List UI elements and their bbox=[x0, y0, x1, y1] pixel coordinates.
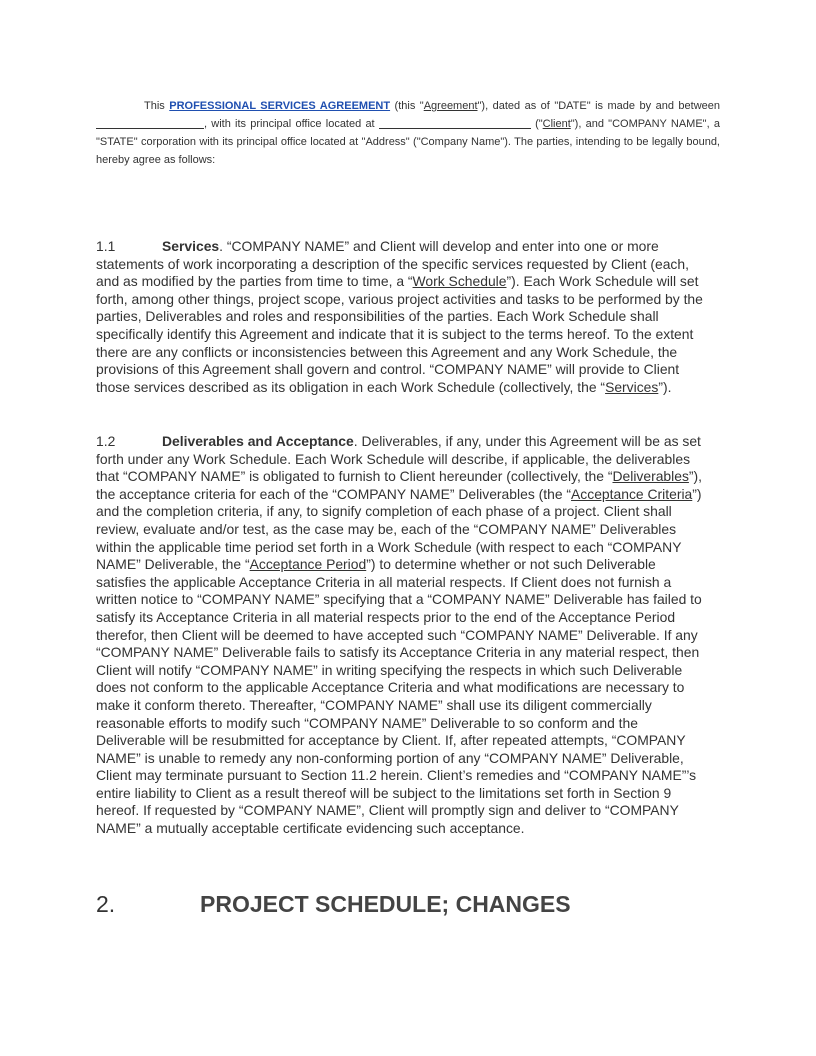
agreement-title-link[interactable]: PROFESSIONAL SERVICES AGREEMENT bbox=[169, 100, 391, 112]
section-text: ”). bbox=[658, 378, 672, 395]
section-number: 1.1 bbox=[96, 238, 116, 254]
party-name-blank bbox=[96, 116, 204, 129]
section-text: ”). Each Work Schedule will set forth, among other things, project scope, various project activities and tasks to be performed by the parties, Deliverables and roles and responsibilities of the parties. Each Work Schedule shall specifically identify this Agreement and indicate that it is subject to the terms hereof. To the extent there are any conflicts or inconsistencies between this Agreement and any Work Schedule, the provisions of this Agreement shall govern and control. “COMPANY NAME” will provide to Client those services described as its obligation in each Work Schedule (collectively, the “ bbox=[96, 273, 703, 395]
section-1-2-deliverables bbox=[96, 433, 708, 838]
client-term: Client bbox=[542, 118, 571, 130]
defined-term-acceptance-period: Acceptance Period bbox=[249, 556, 367, 573]
intro-text-1: (this " bbox=[394, 100, 424, 112]
address-blank bbox=[379, 116, 531, 129]
section-text: . “COMPANY NAME” and Client will develop and enter into one or more statements of work incorporating a description of the specific services requested by Client (each, and as modified by the parties from time to time, a “ bbox=[96, 238, 689, 290]
section-2-title: PROJECT SCHEDULE; CHANGES bbox=[200, 891, 571, 917]
defined-term-work-schedule: Work Schedule bbox=[412, 273, 507, 290]
defined-term-acceptance-criteria: Acceptance Criteria bbox=[571, 485, 693, 502]
section-text: ”), the acceptance criteria for each of the “COMPANY NAME” Deliverables (the “ bbox=[96, 468, 703, 502]
agreement-term: Agreement bbox=[423, 100, 478, 112]
section-text: . Deliverables, if any, under this Agreement will be as set forth under any Work Schedule. Each Work Schedule will describe, if applicable, the deliverables that “COMPANY NAME” is obligated to furnish to Client hereunder (collectively, the “ bbox=[96, 433, 701, 485]
defined-term-deliverables: Deliverables bbox=[612, 468, 689, 485]
section-heading: Services bbox=[162, 238, 220, 254]
section-text: ”) to determine whether or not such Deliverable satisfies the applicable Acceptance Criteria in all material respects. If Client does not furnish a written notice to “COMPANY NAME” specifying that a “COMPANY NAME” Deliverable has failed to satisfy its Acceptance Criteria in all material respects prior to the end of the Acceptance Period therefor, then Client will be deemed to have accepted such “COMPANY NAME” Deliverable. If any “COMPANY NAME” Deliverable fails to satisfy its Acceptance Criteria in any material respect, then Client will notify “COMPANY NAME” in writing specifying the respects in which such Deliverable does not conform to the applicable Acceptance Criteria and what modifications are necessary to make it conform thereto. Thereafter, “COMPANY NAME” shall use its diligent commercially reasonable efforts to modify such “COMPANY NAME” Deliverable to so conform and the Deliverable will be resubmitted for acceptance by Client. If, after repeated attempts, “COMPANY NAME” is unable to remedy any non-conforming portion of any “COMPANY NAME” Deliverable, Client may terminate pursuant to Section 11.2 herein. Client’s remedies and “COMPANY NAME”’s entire liability to Client as a result thereof will be subject to the limitations set forth in Section 9 hereof. If requested by “COMPANY NAME”, Client will promptly sign and deliver to “COMPANY NAME” a mutually acceptable certificate evidencing such acceptance. bbox=[96, 556, 702, 837]
section-2-number: 2. bbox=[96, 891, 116, 917]
intro-text-2: "), dated as of "DATE" is made by and between bbox=[477, 100, 720, 112]
intro-text-4: (" bbox=[535, 118, 543, 130]
intro-text-5: "), and "COMPANY NAME", a "STATE" corporation with its principal office located at "Address" ("Company Name"). The parties, intending to be legally bound, hereby agree as follows: bbox=[96, 118, 720, 166]
section-2-heading bbox=[96, 891, 571, 918]
intro-lead: This bbox=[144, 100, 165, 112]
section-heading: Deliverables and Acceptance bbox=[162, 433, 354, 449]
intro-paragraph bbox=[96, 97, 720, 169]
section-1-1-services bbox=[96, 238, 708, 396]
section-number: 1.2 bbox=[96, 433, 116, 449]
section-text: ”) and the completion criteria, if any, to signify completion of each phase of a project. Client shall review, evaluate and/or test, as the case may be, each of the “COMPANY NAME” Deliverables within the applicable time period set forth in a Work Schedule (with respect to each “COMPANY NAME” Deliverable, the “ bbox=[96, 485, 702, 573]
intro-text-3: , with its principal office located at bbox=[204, 118, 375, 130]
defined-term-services: Services bbox=[605, 378, 659, 395]
